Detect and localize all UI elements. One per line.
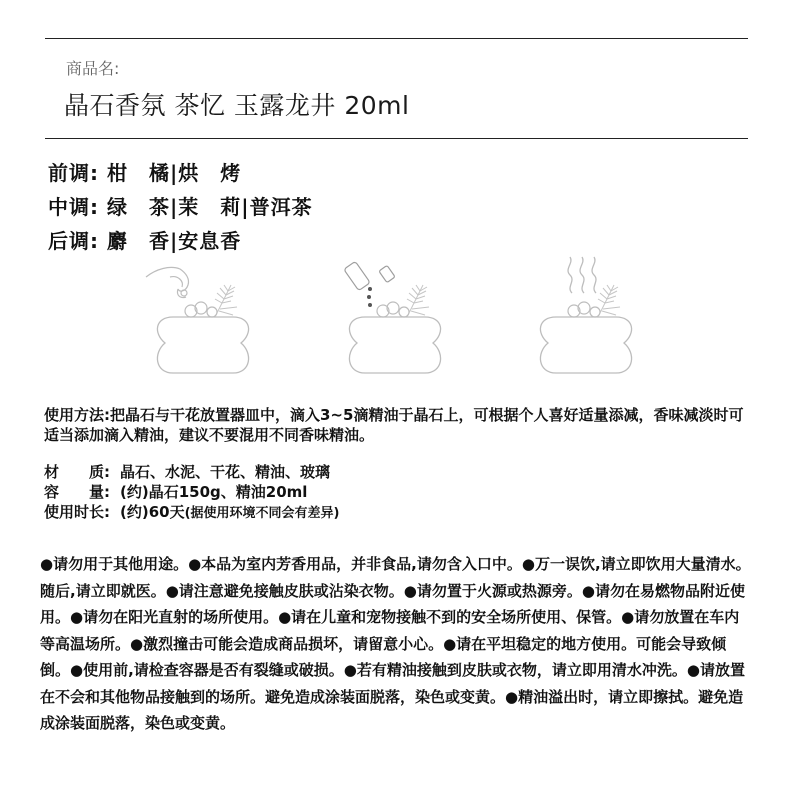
spec-material-key: 材 质: [44, 463, 110, 481]
base-note-label: 后调: [48, 229, 99, 253]
usage-instructions: 使用方法:把晶石与干花放置器皿中，滴入3~5滴精油于晶石上，可根据个人喜好适量添减，香味减淡时可适当添加滴入精油，建议不要混用不同香味精油。 [44, 406, 744, 444]
spec-capacity-value: (约)晶石150g、精油20ml [120, 483, 308, 501]
base-note [48, 224, 313, 258]
product-specs [44, 462, 339, 522]
middle-note [48, 190, 313, 224]
safety-warnings: ●请勿用于其他用途。●本品为室内芳香用品，并非食品,请勿含入口中。●万一误饮,请立即饮用大量清水。随后,请立即就医。●请注意避免接触皮肤或沾染衣物。●请勿置于火源或热源旁。●请勿在易燃物品附近使用。●请勿在阳光直射的场所使用。●请在儿童和宠物接触不到的安全场所使用、保管。●请勿放置在车内等高温场所。●激烈撞击可能会造成商品损坏，请留意小心。●请在平坦稳定的地方使用。可能会导致倾倒。●使用前,请检查容器是否有裂缝或破损。●若有精油接触到皮肤或衣物，请立即用清水冲洗。●请放置在不会和其他物品接触到的场所。避免造成涂装面脱落，染色或变黄。●精油溢出时，请立即擦拭。避免造成涂装面脱落，染色或变黄。 [40, 555, 751, 732]
spec-duration [44, 502, 339, 522]
spec-capacity-key: 容 量: [44, 483, 110, 501]
spec-material [44, 462, 339, 482]
spec-material-value: 晶石、水泥、干花、精油、玻璃 [120, 463, 331, 481]
dropper-adding-oil-icon [344, 261, 441, 373]
fragrance-diffusing-icon [540, 257, 631, 373]
middle-note-label: 中调: [48, 195, 99, 219]
base-note-value: 麝 香|安息香 [106, 229, 242, 253]
top-divider [45, 38, 748, 39]
product-name: 晶石香氛 茶忆 玉露龙井 20ml [64, 91, 410, 120]
spec-duration-note: (据使用环境不同会有差异) [184, 506, 340, 521]
top-note-value: 柑 橘|烘 烤 [106, 161, 242, 185]
spec-duration-key: 使用时长: [44, 503, 110, 521]
top-note [48, 156, 313, 190]
hand-placing-stones-icon [146, 267, 249, 373]
usage-illustrations [0, 255, 790, 395]
top-note-label: 前调: [48, 161, 99, 185]
spec-capacity [44, 482, 339, 502]
product-name-label: 商品名: [66, 59, 120, 78]
fragrance-notes [48, 156, 313, 258]
header-divider [45, 138, 748, 139]
spec-duration-value: (约)60天 [120, 503, 185, 521]
middle-note-value: 绿 茶|茉 莉|普洱茶 [106, 195, 313, 219]
